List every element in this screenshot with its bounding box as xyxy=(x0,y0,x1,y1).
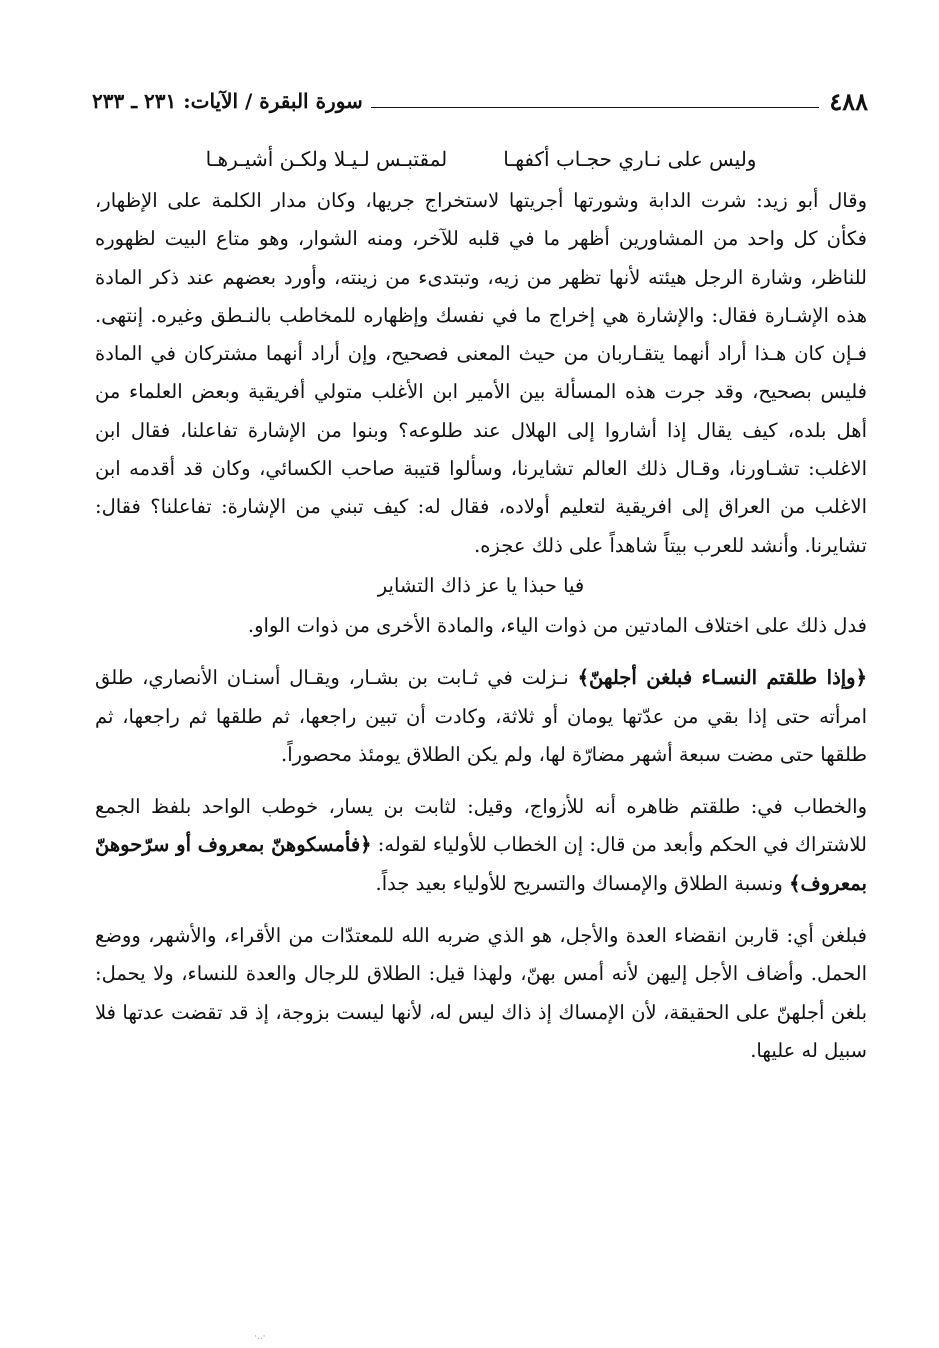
paragraph-verse-commentary xyxy=(95,659,867,774)
poetry-verse xyxy=(95,140,867,178)
quoted-hemistich: فيا حبذا يا عز ذاك التشاير xyxy=(377,573,585,597)
paragraph-conclusion: فدل ذلك على اختلاف المادتين من ذوات الياء، والمادة الأخرى من ذوات الواو. xyxy=(247,613,867,637)
paragraph-abu-zaid: وقال أبو زيد: شرت الدابة وشورتها أجريتها لاستخراج جريها، وكان مدار الكلمة على الإظهار، فكأن كل واحد من المشاورين أظهر ما في قلبه للآخر، ومنه الشوار، وهو متاع البيت لظهوره للناظر، وشارة الرجل هيئته لأنها تظهر من زيه، وتبتدىء من زينته، وأورد بعضهم عند ذكر المادة هذه الإشـارة فقال: والإشارة هي إخراج ما في نفسك وإظهاره للمخاطب بالنـطق وغيره. إنتهى. فـإن كان هـذا أراد أنهما يتقـاربان من حيث المعنى فصحيح، وإن أراد أنهما مشتركان في المادة فليس بصحيح، وقد جرت هذه المسألة بين الأمير ابن الأغلب متولي أفريقية وبعض العلماء من أهل بلده، كيف يقال إذا أشاروا إلى الهلال عند طلوعه؟ وبنوا من الإشارة تفاعلنا، فقال ابن الاغلب: تشـاورنا، وقـال ذلك العالم تشايرنا، وسألوا قتيبة صاحب الكسائي، وكان قد أقدمه ابن الاغلب من العراق إلى افريقية لتعليم أولاده، فقال له: كيف تبني من الإشارة: تفاعلنا؟ فقال: تشايرنا. وأنشد للعرب بيتاً شاهداً على ذلك عجزه. xyxy=(95,189,867,557)
quran-quote: ﴿فأمسكوهنّ بمعروف أو سرّحوهنّ بمعروف﴾ xyxy=(95,833,867,895)
header-rule xyxy=(371,107,820,108)
paragraph-text: نـزلت في ثـابت بن بشـار، ويقـال أسنـان الأنصاري، طلق امرأته حتى إذا بقي من عدّتها يومان أو ثلاثة، وكادت أن تبين راجعها، ثم طلقها ثم راجعها، ثم طلقها حتى مضت سبعة أشهر مضارّة لها، ولم يكن الطلاق يومئذ محصوراً. xyxy=(95,666,867,766)
paragraph-term: فبلغن أي: قاربن انقضاء العدة والأجل، هو الذي ضربه الله للمعتدّات من الأقراء، والأشهر، ووضع الحمل. وأضاف الأجل إليهن لأنه أمس بهنّ، ولهذا قيل: الطلاق للرجال والعدة للنساء، ولا يحمل: بلغن أجلهنّ على الحقيقة، لأن الإمساك إذ ذاك ليس له، لأنها ليست بزوجة، إذ قد تقضت عدتها فلا سبيل له عليها. xyxy=(95,924,867,1062)
page-header xyxy=(92,84,868,118)
page-number: ٤٨٨ xyxy=(829,86,868,116)
paragraph-text: والخطاب في: طلقتم ظاهره أنه للأزواج، وقيل: لثابت بن يسار، خوطب الواحد بلفظ الجمع للاشتراك في الحكم وأبعد من قال: إن الخطاب للأولياء لقوله: xyxy=(95,795,867,857)
paragraph-address xyxy=(95,788,867,903)
verse-left-hemistich: لمقتبـس لـيـلا ولكـن أشيـرهـا xyxy=(205,147,448,171)
paragraph-text: ونسبة الطلاق والإمساك والتسريح للأولياء بعيد جداً. xyxy=(375,871,790,895)
quran-quote: ﴿وإذا طلقتم النسـاء فبلغن أجلهنّ﴾ xyxy=(577,666,868,690)
page-body xyxy=(95,140,867,1070)
verse-right-hemistich: وليس على نـاري حجـاب أكفهـا xyxy=(503,147,757,171)
scan-speck: ·..· xyxy=(254,1332,266,1342)
running-title: سورة البقرة / الآيات: ٢٣١ ـ ٢٣٣ xyxy=(92,89,363,113)
